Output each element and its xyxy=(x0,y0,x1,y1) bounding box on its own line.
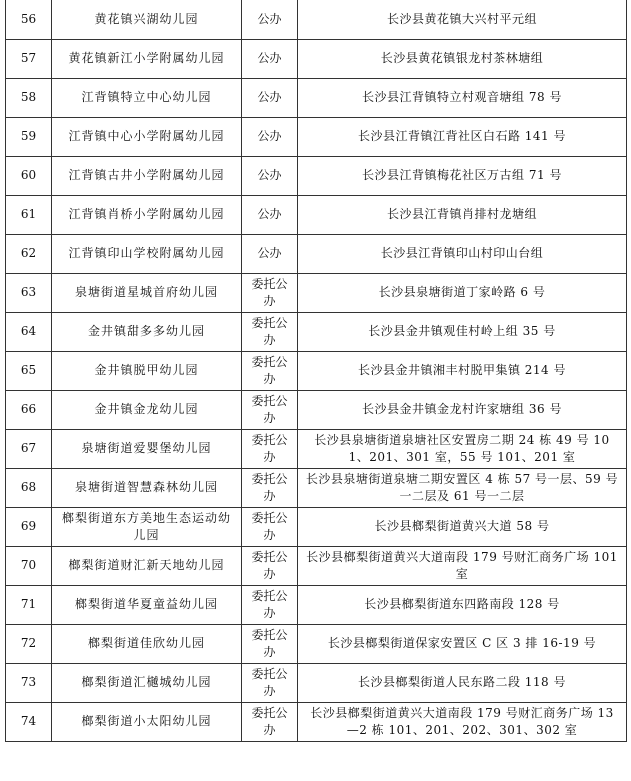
row-number-cell: 69 xyxy=(6,507,52,546)
row-number-cell: 64 xyxy=(6,312,52,351)
table-body xyxy=(6,0,627,741)
address-cell: 长沙县江背镇印山村印山台组 xyxy=(298,234,627,273)
ownership-type-cell: 委托公办 xyxy=(242,546,298,585)
ownership-type-cell: 公办 xyxy=(242,195,298,234)
row-number-cell: 57 xyxy=(6,39,52,78)
address-cell: 长沙县黄花镇大兴村平元组 xyxy=(298,0,627,39)
kindergarten-name-cell: 泉塘街道智慧森林幼儿园 xyxy=(52,468,242,507)
kindergarten-name-cell: 金井镇金龙幼儿园 xyxy=(52,390,242,429)
kindergarten-name-cell: 榔梨街道华夏童益幼儿园 xyxy=(52,585,242,624)
table-row xyxy=(6,312,627,351)
table-row xyxy=(6,663,627,702)
kindergarten-name-cell: 泉塘街道星城首府幼儿园 xyxy=(52,273,242,312)
table-row xyxy=(6,78,627,117)
table-row xyxy=(6,468,627,507)
row-number-cell: 70 xyxy=(6,546,52,585)
kindergarten-name-cell: 泉塘街道爱婴堡幼儿园 xyxy=(52,429,242,468)
address-cell: 长沙县榔梨街道黄兴大道南段 179 号财汇商务广场 13—2 栋 101、201、202、301、302 室 xyxy=(298,702,627,741)
table-row xyxy=(6,156,627,195)
table-row xyxy=(6,585,627,624)
row-number-cell: 67 xyxy=(6,429,52,468)
row-number-cell: 73 xyxy=(6,663,52,702)
table-row xyxy=(6,0,627,39)
row-number-cell: 58 xyxy=(6,78,52,117)
table-row xyxy=(6,507,627,546)
ownership-type-cell: 公办 xyxy=(242,156,298,195)
ownership-type-cell: 委托公办 xyxy=(242,312,298,351)
ownership-type-cell: 委托公办 xyxy=(242,390,298,429)
address-cell: 长沙县金井镇观佳村岭上组 35 号 xyxy=(298,312,627,351)
row-number-cell: 72 xyxy=(6,624,52,663)
address-cell: 长沙县金井镇金龙村许家塘组 36 号 xyxy=(298,390,627,429)
row-number-cell: 59 xyxy=(6,117,52,156)
kindergarten-name-cell: 金井镇甜多多幼儿园 xyxy=(52,312,242,351)
row-number-cell: 60 xyxy=(6,156,52,195)
row-number-cell: 62 xyxy=(6,234,52,273)
table-row xyxy=(6,546,627,585)
row-number-cell: 66 xyxy=(6,390,52,429)
kindergarten-name-cell: 榔梨街道小太阳幼儿园 xyxy=(52,702,242,741)
address-cell: 长沙县江背镇特立村观音塘组 78 号 xyxy=(298,78,627,117)
row-number-cell: 61 xyxy=(6,195,52,234)
address-cell: 长沙县泉塘街道泉塘社区安置房二期 24 栋 49 号 101、201、301 室，55 号 101、201 室 xyxy=(298,429,627,468)
row-number-cell: 65 xyxy=(6,351,52,390)
ownership-type-cell: 公办 xyxy=(242,0,298,39)
ownership-type-cell: 委托公办 xyxy=(242,702,298,741)
ownership-type-cell: 公办 xyxy=(242,39,298,78)
kindergarten-name-cell: 江背镇肖桥小学附属幼儿园 xyxy=(52,195,242,234)
address-cell: 长沙县泉塘街道丁家岭路 6 号 xyxy=(298,273,627,312)
kindergarten-name-cell: 榔梨街道财汇新天地幼儿园 xyxy=(52,546,242,585)
table-row xyxy=(6,39,627,78)
table-row xyxy=(6,117,627,156)
address-cell: 长沙县江背镇肖排村龙塘组 xyxy=(298,195,627,234)
ownership-type-cell: 委托公办 xyxy=(242,468,298,507)
table-row xyxy=(6,273,627,312)
ownership-type-cell: 公办 xyxy=(242,78,298,117)
address-cell: 长沙县江背镇梅花社区万古组 71 号 xyxy=(298,156,627,195)
ownership-type-cell: 委托公办 xyxy=(242,585,298,624)
ownership-type-cell: 公办 xyxy=(242,234,298,273)
ownership-type-cell: 委托公办 xyxy=(242,351,298,390)
kindergarten-name-cell: 金井镇脱甲幼儿园 xyxy=(52,351,242,390)
address-cell: 长沙县泉塘街道泉塘二期安置区 4 栋 57 号一层、59 号一二层及 61 号一二层 xyxy=(298,468,627,507)
table-row xyxy=(6,351,627,390)
address-cell: 长沙县榔梨街道东四路南段 128 号 xyxy=(298,585,627,624)
ownership-type-cell: 委托公办 xyxy=(242,624,298,663)
table-row xyxy=(6,624,627,663)
address-cell: 长沙县榔梨街道保家安置区 C 区 3 排 16-19 号 xyxy=(298,624,627,663)
kindergarten-name-cell: 榔梨街道汇樾城幼儿园 xyxy=(52,663,242,702)
kindergarten-name-cell: 黄花镇兴湖幼儿园 xyxy=(52,0,242,39)
kindergarten-name-cell: 榔梨街道佳欣幼儿园 xyxy=(52,624,242,663)
table-row xyxy=(6,429,627,468)
ownership-type-cell: 委托公办 xyxy=(242,429,298,468)
ownership-type-cell: 委托公办 xyxy=(242,273,298,312)
row-number-cell: 74 xyxy=(6,702,52,741)
kindergarten-name-cell: 江背镇特立中心幼儿园 xyxy=(52,78,242,117)
row-number-cell: 63 xyxy=(6,273,52,312)
kindergarten-table xyxy=(5,0,627,742)
row-number-cell: 56 xyxy=(6,0,52,39)
table-row xyxy=(6,234,627,273)
kindergarten-name-cell: 江背镇古井小学附属幼儿园 xyxy=(52,156,242,195)
kindergarten-name-cell: 江背镇印山学校附属幼儿园 xyxy=(52,234,242,273)
table-row xyxy=(6,702,627,741)
address-cell: 长沙县榔梨街道人民东路二段 118 号 xyxy=(298,663,627,702)
address-cell: 长沙县榔梨街道黄兴大道南段 179 号财汇商务广场 101 室 xyxy=(298,546,627,585)
address-cell: 长沙县江背镇江背社区白石路 141 号 xyxy=(298,117,627,156)
ownership-type-cell: 公办 xyxy=(242,117,298,156)
ownership-type-cell: 委托公办 xyxy=(242,663,298,702)
address-cell: 长沙县榔梨街道黄兴大道 58 号 xyxy=(298,507,627,546)
table-row xyxy=(6,390,627,429)
ownership-type-cell: 委托公办 xyxy=(242,507,298,546)
kindergarten-name-cell: 榔梨街道东方美地生态运动幼儿园 xyxy=(52,507,242,546)
row-number-cell: 68 xyxy=(6,468,52,507)
kindergarten-name-cell: 江背镇中心小学附属幼儿园 xyxy=(52,117,242,156)
kindergarten-name-cell: 黄花镇新江小学附属幼儿园 xyxy=(52,39,242,78)
table-row xyxy=(6,195,627,234)
address-cell: 长沙县金井镇湘丰村脱甲集镇 214 号 xyxy=(298,351,627,390)
address-cell: 长沙县黄花镇银龙村茶林塘组 xyxy=(298,39,627,78)
row-number-cell: 71 xyxy=(6,585,52,624)
